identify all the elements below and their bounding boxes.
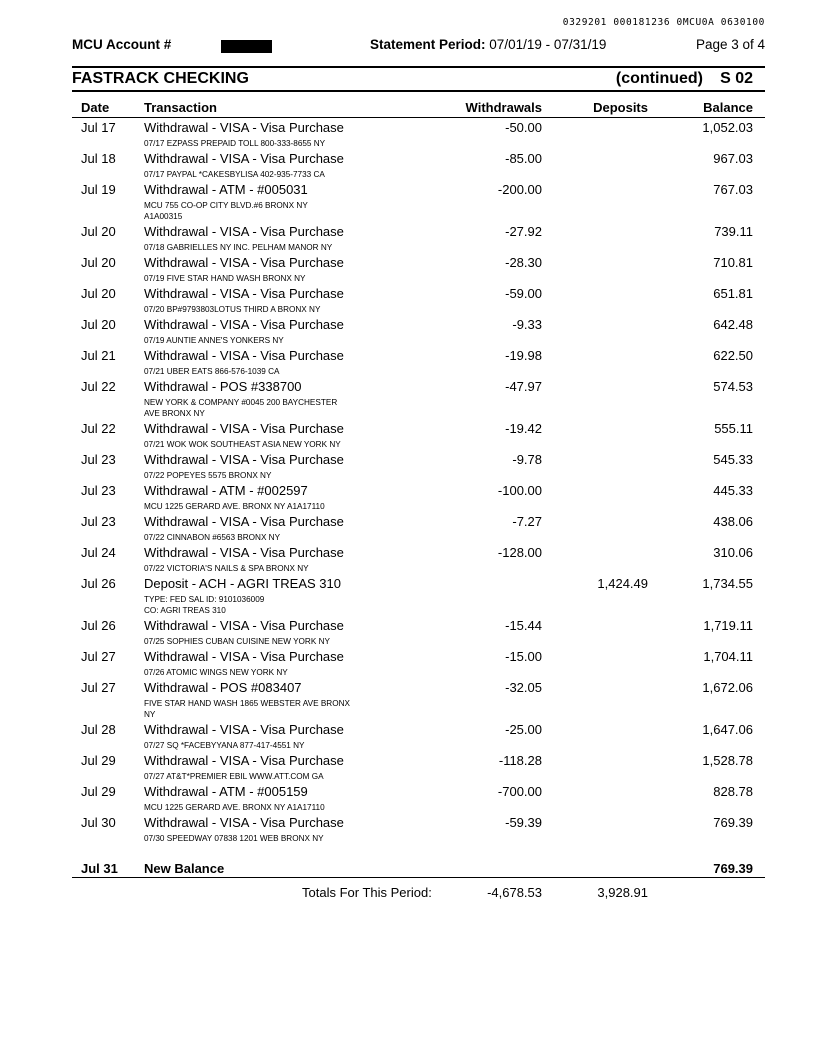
transaction-balance: 555.11 (714, 421, 753, 436)
col-header-date: Date (81, 100, 110, 115)
header-rule (72, 66, 765, 68)
transaction-balance: 545.33 (713, 452, 753, 467)
transaction-balance: 767.03 (713, 182, 753, 197)
transaction-detail: 07/22 CINNABON #6563 BRONX NY (144, 533, 281, 542)
transaction-date: Jul 22 (81, 421, 116, 436)
table-row (0, 224, 816, 255)
transaction-description: Deposit - ACH - AGRI TREAS 310 (144, 576, 341, 591)
transaction-withdrawal: -100.00 (497, 483, 542, 498)
transaction-detail: A1A00315 (144, 212, 183, 221)
transaction-description: Withdrawal - POS #338700 (144, 379, 302, 394)
transaction-balance: 445.33 (713, 483, 753, 498)
period-value: 07/01/19 - 07/31/19 (489, 37, 607, 52)
transaction-detail: 07/20 BP#9793803LOTUS THIRD A BRONX NY (144, 305, 321, 314)
transaction-detail: MCU 1225 GERARD AVE. BRONX NY A1A17110 (144, 803, 325, 812)
transaction-detail: 07/22 POPEYES 5575 BRONX NY (144, 471, 272, 480)
transaction-detail: 07/19 FIVE STAR HAND WASH BRONX NY (144, 274, 306, 283)
transaction-detail: 07/25 SOPHIES CUBAN CUISINE NEW YORK NY (144, 637, 330, 646)
col-header-transaction: Transaction (144, 100, 217, 115)
transaction-description: Withdrawal - VISA - Visa Purchase (144, 815, 344, 830)
transaction-date: Jul 28 (81, 722, 116, 737)
table-row (0, 255, 816, 286)
transaction-balance: 1,704.11 (703, 649, 753, 664)
transaction-date: Jul 22 (81, 379, 116, 394)
transaction-balance: 642.48 (713, 317, 753, 332)
transaction-description: Withdrawal - ATM - #005159 (144, 784, 308, 799)
transaction-detail: NEW YORK & COMPANY #0045 200 BAYCHESTER (144, 398, 338, 407)
transaction-withdrawal: -27.92 (505, 224, 542, 239)
transaction-withdrawal: -200.00 (497, 182, 542, 197)
transaction-detail: AVE BRONX NY (144, 409, 205, 418)
transaction-date: Jul 26 (81, 576, 116, 591)
transaction-balance: 967.03 (713, 151, 753, 166)
table-row (0, 784, 816, 815)
table-row (0, 379, 816, 421)
transaction-balance: 310.06 (713, 545, 753, 560)
transaction-balance: 1,528.78 (702, 753, 753, 768)
transaction-balance: 1,052.03 (702, 120, 753, 135)
transaction-description: Withdrawal - VISA - Visa Purchase (144, 317, 344, 332)
table-row (0, 348, 816, 379)
transaction-description: Withdrawal - VISA - Visa Purchase (144, 649, 344, 664)
transaction-date: Jul 23 (81, 483, 116, 498)
section-continued: (continued) (615, 70, 703, 87)
section-code: S 02 (720, 70, 753, 87)
transaction-description: Withdrawal - VISA - Visa Purchase (144, 452, 344, 467)
transaction-balance: 769.39 (713, 815, 753, 830)
transaction-detail: 07/30 SPEEDWAY 07838 1201 WEB BRONX NY (144, 834, 324, 843)
transaction-withdrawal: -25.00 (505, 722, 542, 737)
page-number: Page 3 of 4 (695, 37, 765, 52)
transaction-date: Jul 20 (81, 286, 116, 301)
transaction-detail: MCU 1225 GERARD AVE. BRONX NY A1A17110 (144, 502, 325, 511)
table-row (0, 151, 816, 182)
transaction-withdrawal: -59.00 (505, 286, 542, 301)
transaction-description: Withdrawal - VISA - Visa Purchase (144, 618, 344, 633)
transaction-detail: 07/18 GABRIELLES NY INC. PELHAM MANOR NY (144, 243, 333, 252)
transaction-description: Withdrawal - ATM - #002597 (144, 483, 308, 498)
document-code: 0329201 000181236 0MCU0A 0630100 (562, 17, 765, 28)
table-row (0, 722, 816, 753)
transaction-description: Withdrawal - POS #083407 (144, 680, 302, 695)
account-label: MCU Account # (72, 37, 172, 52)
transaction-date: Jul 29 (81, 784, 116, 799)
transaction-description: Withdrawal - VISA - Visa Purchase (144, 722, 344, 737)
transaction-withdrawal: -50.00 (505, 120, 542, 135)
table-row (0, 618, 816, 649)
transaction-detail: 07/19 AUNTIE ANNE'S YONKERS NY (144, 336, 284, 345)
transaction-date: Jul 19 (81, 182, 116, 197)
transaction-description: Withdrawal - VISA - Visa Purchase (144, 421, 344, 436)
transaction-date: Jul 18 (81, 151, 116, 166)
transaction-withdrawal: -15.00 (505, 649, 542, 664)
transaction-detail: MCU 755 CO-OP CITY BLVD.#6 BRONX NY (144, 201, 308, 210)
col-header-balance: Balance (703, 100, 753, 115)
transaction-description: Withdrawal - VISA - Visa Purchase (144, 514, 344, 529)
table-row (0, 452, 816, 483)
transaction-balance: 739.11 (714, 224, 753, 239)
statement-period (370, 37, 606, 52)
table-row (0, 680, 816, 722)
transaction-list (0, 120, 816, 846)
transaction-balance: 828.78 (713, 784, 753, 799)
table-row (0, 753, 816, 784)
transaction-detail: 07/22 VICTORIA'S NAILS & SPA BRONX NY (144, 564, 309, 573)
column-header-rule (72, 117, 765, 118)
totals-label: Totals For This Period: (302, 885, 432, 900)
transaction-description: Withdrawal - ATM - #005031 (144, 182, 308, 197)
totals-withdrawals: -4,678.53 (487, 885, 542, 900)
transaction-withdrawal: -118.28 (498, 753, 542, 768)
transaction-detail: 07/26 ATOMIC WINGS NEW YORK NY (144, 668, 288, 677)
transaction-detail: CO: AGRI TREAS 310 (144, 606, 226, 615)
totals-rule (72, 877, 765, 878)
transaction-withdrawal: -85.00 (505, 151, 542, 166)
totals-deposits: 3,928.91 (597, 885, 648, 900)
redacted-account-number (221, 40, 272, 53)
transaction-description: Withdrawal - VISA - Visa Purchase (144, 286, 344, 301)
table-row (0, 120, 816, 151)
transaction-balance: 1,719.11 (703, 618, 753, 633)
transaction-date: Jul 17 (81, 120, 116, 135)
transaction-withdrawal: -19.98 (505, 348, 542, 363)
section-rule (72, 90, 765, 92)
transaction-detail: NY (144, 710, 156, 719)
transaction-withdrawal: -15.44 (505, 618, 542, 633)
transaction-balance: 651.81 (713, 286, 753, 301)
transaction-balance: 1,734.55 (702, 576, 753, 591)
transaction-date: Jul 20 (81, 317, 116, 332)
transaction-date: Jul 20 (81, 255, 116, 270)
transaction-description: Withdrawal - VISA - Visa Purchase (144, 255, 344, 270)
transaction-withdrawal: -700.00 (497, 784, 542, 799)
transaction-detail: 07/17 EZPASS PREPAID TOLL 800-333-8655 NY (144, 139, 326, 148)
transaction-date: Jul 26 (81, 618, 116, 633)
transaction-date: Jul 29 (81, 753, 116, 768)
transaction-description: Withdrawal - VISA - Visa Purchase (144, 545, 344, 560)
transaction-deposit: 1,424.49 (597, 576, 648, 591)
transaction-withdrawal: -9.78 (512, 452, 542, 467)
transaction-date: Jul 30 (81, 815, 116, 830)
transaction-withdrawal: -47.97 (505, 379, 542, 394)
section-header (72, 70, 753, 88)
col-header-deposits: Deposits (593, 100, 648, 115)
transaction-withdrawal: -28.30 (505, 255, 542, 270)
table-row (0, 514, 816, 545)
new-balance-amount: 769.39 (713, 861, 753, 876)
transaction-detail: TYPE: FED SAL ID: 9101036009 (144, 595, 265, 604)
transaction-detail: 07/21 WOK WOK SOUTHEAST ASIA NEW YORK NY (144, 440, 341, 449)
table-row (0, 421, 816, 452)
table-row (0, 545, 816, 576)
transaction-date: Jul 27 (81, 680, 116, 695)
transaction-withdrawal: -128.00 (497, 545, 542, 560)
transaction-description: Withdrawal - VISA - Visa Purchase (144, 348, 344, 363)
transaction-balance: 574.53 (713, 379, 753, 394)
transaction-description: Withdrawal - VISA - Visa Purchase (144, 151, 344, 166)
table-row (0, 483, 816, 514)
transaction-balance: 710.81 (713, 255, 753, 270)
new-balance-label: New Balance (144, 861, 225, 876)
transaction-date: Jul 21 (81, 348, 116, 363)
transaction-description: Withdrawal - VISA - Visa Purchase (144, 753, 344, 768)
transaction-detail: 07/27 SQ *FACEBYYANA 877-417-4551 NY (144, 741, 305, 750)
table-row (0, 576, 816, 618)
section-title: FASTRACK CHECKING (72, 70, 249, 87)
transaction-detail: 07/27 AT&T*PREMIER EBIL WWW.ATT.COM GA (144, 772, 324, 781)
transaction-balance: 438.06 (713, 514, 753, 529)
table-row (0, 815, 816, 846)
transaction-withdrawal: -7.27 (512, 514, 542, 529)
transaction-date: Jul 27 (81, 649, 116, 664)
transaction-detail: 07/17 PAYPAL *CAKESBYLISA 402-935-7733 CA (144, 170, 325, 179)
col-header-withdrawals: Withdrawals (465, 100, 542, 115)
transaction-description: Withdrawal - VISA - Visa Purchase (144, 120, 344, 135)
table-row (0, 317, 816, 348)
transaction-balance: 622.50 (713, 348, 753, 363)
transaction-detail: 07/21 UBER EATS 866-576-1039 CA (144, 367, 280, 376)
table-row (0, 182, 816, 224)
transaction-description: Withdrawal - VISA - Visa Purchase (144, 224, 344, 239)
table-row (0, 649, 816, 680)
transaction-date: Jul 24 (81, 545, 116, 560)
transaction-withdrawal: -9.33 (512, 317, 542, 332)
transaction-date: Jul 23 (81, 514, 116, 529)
transaction-balance: 1,647.06 (702, 722, 753, 737)
transaction-withdrawal: -59.39 (505, 815, 542, 830)
transaction-withdrawal: -19.42 (505, 421, 542, 436)
table-row (0, 286, 816, 317)
transaction-balance: 1,672.06 (702, 680, 753, 695)
transaction-detail: FIVE STAR HAND WASH 1865 WEBSTER AVE BRONX (144, 699, 350, 708)
transaction-date: Jul 23 (81, 452, 116, 467)
transaction-withdrawal: -32.05 (505, 680, 542, 695)
transaction-date: Jul 20 (81, 224, 116, 239)
period-label: Statement Period: (370, 37, 486, 52)
new-balance-date: Jul 31 (81, 861, 118, 876)
